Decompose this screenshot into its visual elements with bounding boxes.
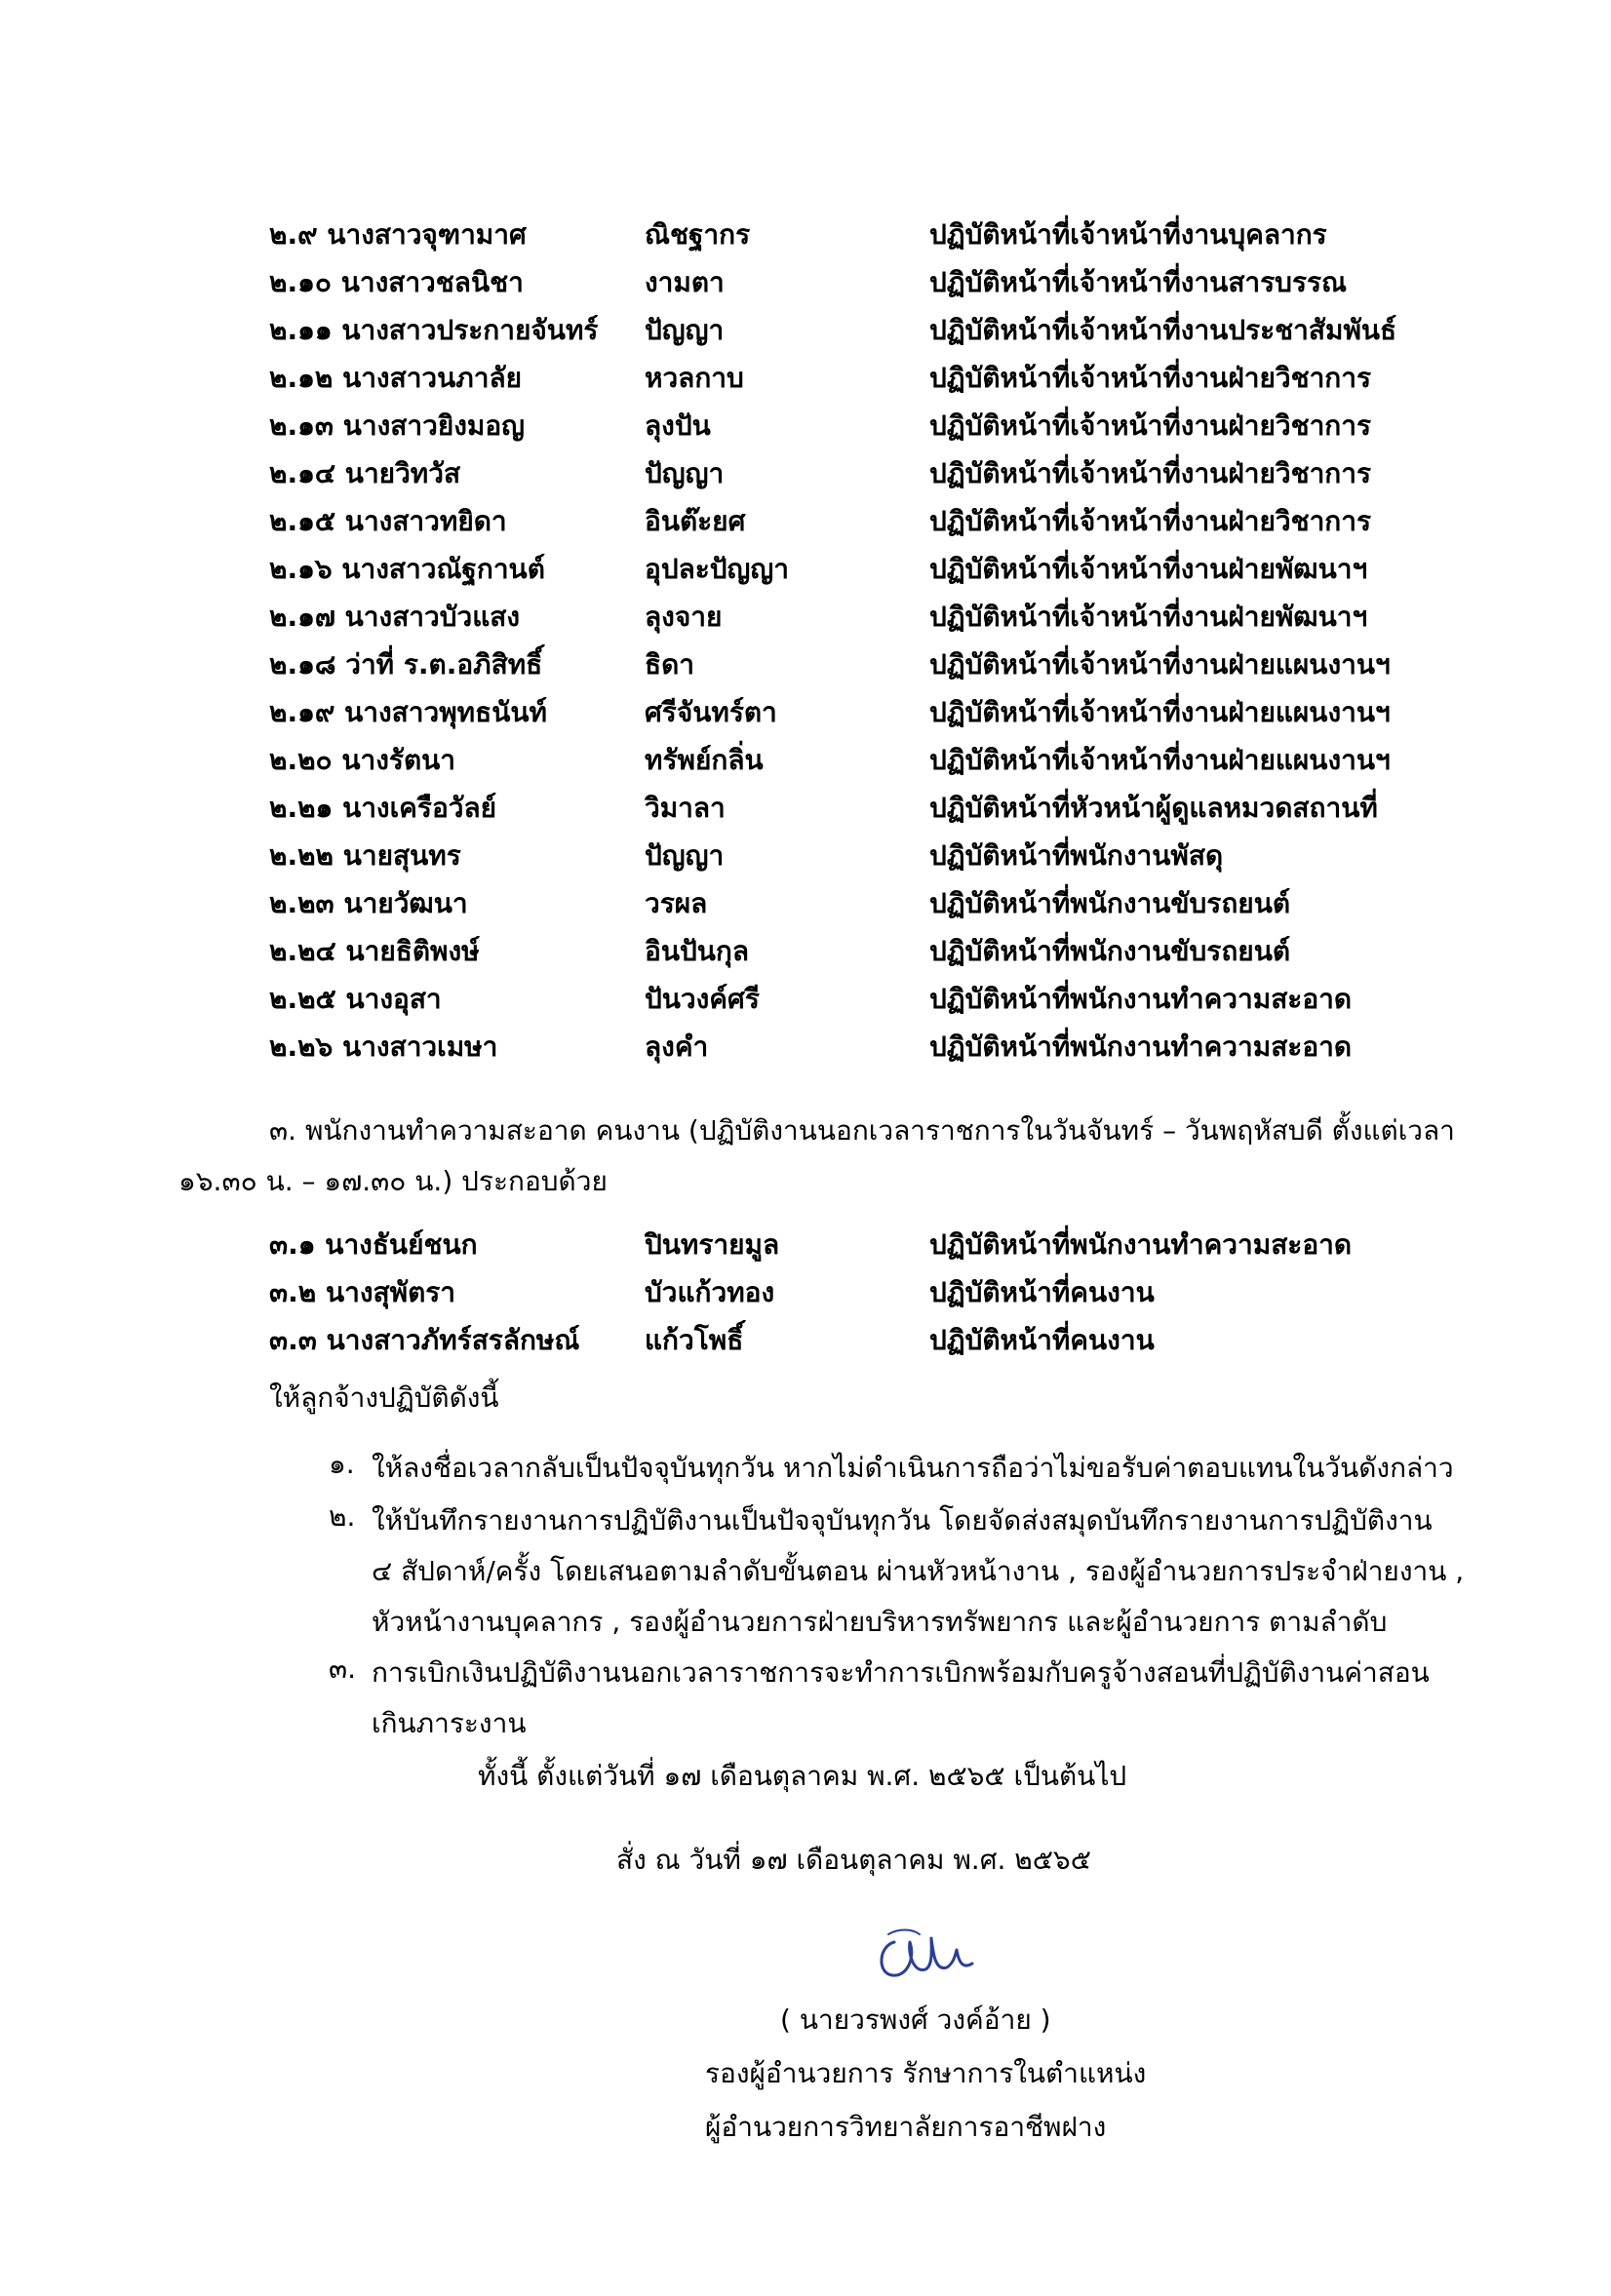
staff-given-name: ๒.๒๕ นางอุสา xyxy=(269,982,442,1015)
staff-surname: งามตา xyxy=(645,265,725,298)
staff-duty: ปฏิบัติหน้าที่หัวหน้าผู้ดูแลหมวดสถานที่ xyxy=(929,791,1378,824)
staff-list-section2 xyxy=(269,211,1478,1070)
staff-given-name: ๓.๑ นางธันย์ชนก xyxy=(269,1227,478,1261)
staff-row xyxy=(269,354,1478,402)
staff-given-name: ๒.๒๔ นายธิติพงษ์ xyxy=(269,934,480,967)
order-date: สั่ง ณ วันที่ ๑๗ เดือนตุลาคม พ.ศ. ๒๕๖๕ xyxy=(616,1844,1091,1876)
instruction-line: หัวหน้างานบุคลากร , รองผู้อำนวยการฝ่ายบริหารทรัพยากร และผู้อำนวยการ ตามลำดับ xyxy=(372,1606,1388,1638)
staff-given-name: ๒.๑๕ นางสาวทยิดา xyxy=(269,504,507,537)
staff-duty: ปฏิบัติหน้าที่พนักงานขับรถยนต์ xyxy=(929,886,1291,919)
instruction-line: ๔ สัปดาห์/ครั้ง โดยเสนอตามลำดับขั้นตอน ผ่านหัวหน้างาน , รองผู้อำนวยการประจำฝ่ายงาน , xyxy=(372,1555,1465,1587)
staff-surname: ปันวงค์ศรี xyxy=(645,982,760,1015)
staff-surname: วรผล xyxy=(645,886,708,919)
staff-duty: ปฏิบัติหน้าที่พนักงานทำความสะอาด xyxy=(929,982,1353,1015)
staff-row xyxy=(269,402,1478,449)
staff-duty: ปฏิบัติหน้าที่คนงาน xyxy=(929,1275,1155,1308)
staff-duty: ปฏิบัติหน้าที่เจ้าหน้าที่งานประชาสัมพันธ์ xyxy=(929,313,1397,346)
staff-duty: ปฏิบัติหน้าที่เจ้าหน้าที่งานฝ่ายแผนงานฯ xyxy=(929,695,1391,728)
staff-given-name: ๒.๒๐ นางรัตนา xyxy=(269,743,456,776)
staff-row xyxy=(269,927,1478,975)
instructions-title: ให้ลูกจ้างปฏิบัติดังนี้ xyxy=(269,1381,499,1414)
staff-row xyxy=(269,593,1478,641)
staff-surname: แก้วโพธิ์ xyxy=(645,1323,744,1356)
instruction-number: ๒. xyxy=(329,1500,356,1533)
staff-duty: ปฏิบัติหน้าที่เจ้าหน้าที่งานบุคลากร xyxy=(929,217,1327,251)
staff-row xyxy=(269,1221,1478,1268)
staff-row xyxy=(269,258,1478,306)
staff-surname: ลุงจาย xyxy=(645,600,723,633)
staff-surname: หวลกาบ xyxy=(645,361,744,394)
staff-duty: ปฏิบัติหน้าที่เจ้าหน้าที่งานสารบรรณ xyxy=(929,265,1347,298)
staff-row xyxy=(269,736,1478,784)
staff-given-name: ๒.๙ นางสาวจุฑามาศ xyxy=(269,217,527,251)
staff-row xyxy=(269,449,1478,497)
instruction-line: การเบิกเงินปฏิบัติงานนอกเวลาราชการจะทำการเบิกพร้อมกับครูจ้างสอนที่ปฏิบัติงานค่าสอน xyxy=(372,1656,1430,1689)
staff-surname: ลุงคำ xyxy=(645,1030,709,1063)
signature-mark xyxy=(873,1921,1000,1989)
staff-duty: ปฏิบัติหน้าที่พนักงานขับรถยนต์ xyxy=(929,934,1291,967)
staff-row xyxy=(269,306,1478,354)
instruction-number: ๓. xyxy=(329,1653,357,1685)
staff-row xyxy=(269,497,1478,545)
signer-title-line2: ผู้อำนวยการวิทยาลัยการอาชีพฝาง xyxy=(705,2111,1107,2143)
instruction-item-2 xyxy=(329,1496,1489,1648)
staff-surname: ณิชฐากร xyxy=(645,217,751,251)
staff-given-name: ๒.๒๓ นายวัฒนา xyxy=(269,886,468,919)
staff-given-name: ๒.๑๖ นางสาวณัฐกานต์ xyxy=(269,552,545,585)
staff-given-name: ๓.๒ นางสุพัตรา xyxy=(269,1275,456,1308)
staff-row xyxy=(269,832,1478,879)
staff-given-name: ๒.๑๗ นางสาวบัวแสง xyxy=(269,600,521,633)
staff-surname: ปัญญา xyxy=(645,313,725,346)
staff-duty: ปฏิบัติหน้าที่เจ้าหน้าที่งานฝ่ายวิชาการ xyxy=(929,409,1372,442)
staff-given-name: ๒.๑๔ นายวิทวัส xyxy=(269,456,461,489)
staff-surname: ทรัพย์กลิ่น xyxy=(645,743,764,776)
staff-duty: ปฏิบัติหน้าที่พนักงานพัสดุ xyxy=(929,838,1224,872)
staff-surname: ลุงปัน xyxy=(645,409,711,442)
staff-surname: ปัญญา xyxy=(645,838,725,872)
staff-duty: ปฏิบัติหน้าที่เจ้าหน้าที่งานฝ่ายวิชาการ xyxy=(929,361,1372,394)
staff-given-name: ๒.๒๒ นายสุนทร xyxy=(269,838,461,872)
staff-surname: อินปันกุล xyxy=(645,934,749,967)
staff-duty: ปฏิบัติหน้าที่เจ้าหน้าที่งานฝ่ายแผนงานฯ xyxy=(929,743,1391,776)
staff-list-section3 xyxy=(269,1221,1478,1364)
staff-row xyxy=(269,641,1478,688)
instruction-item-1 xyxy=(329,1443,1489,1494)
staff-surname: วิมาลา xyxy=(645,791,726,824)
staff-row xyxy=(269,784,1478,832)
section3-heading-line2: ๑๖.๓๐ น. – ๑๗.๓๐ น.) ประกอบด้วย xyxy=(178,1165,608,1197)
staff-surname: ธิดา xyxy=(645,647,694,681)
staff-surname: อินต๊ะยศ xyxy=(645,504,746,537)
staff-duty: ปฏิบัติหน้าที่พนักงานทำความสะอาด xyxy=(929,1030,1353,1063)
staff-row xyxy=(269,211,1478,258)
staff-surname: ปินทรายมูล xyxy=(645,1227,780,1261)
staff-row xyxy=(269,688,1478,736)
staff-row xyxy=(269,1023,1478,1070)
section3-heading-line1: ๓. พนักงานทำความสะอาด คนงาน (ปฏิบัติงานนอกเวลาราชการในวันจันทร์ – วันพฤหัสบดี ตั้งแต่เวลา xyxy=(269,1114,1455,1147)
staff-duty: ปฏิบัติหน้าที่คนงาน xyxy=(929,1323,1155,1356)
staff-given-name: ๒.๑๙ นางสาวพุทธนันท์ xyxy=(269,695,547,728)
staff-duty: ปฏิบัติหน้าที่เจ้าหน้าที่งานฝ่ายพัฒนาฯ xyxy=(929,600,1368,633)
staff-row xyxy=(269,545,1478,593)
instruction-line: เกินภาระงาน xyxy=(372,1707,527,1739)
staff-surname: อุปละปัญญา xyxy=(645,552,789,585)
staff-row xyxy=(269,975,1478,1023)
staff-given-name: ๒.๑๓ นางสาวยิงมอญ xyxy=(269,409,526,442)
staff-duty: ปฏิบัติหน้าที่เจ้าหน้าที่งานฝ่ายวิชาการ xyxy=(929,504,1372,537)
staff-duty: ปฏิบัติหน้าที่เจ้าหน้าที่งานฝ่ายพัฒนาฯ xyxy=(929,552,1368,585)
staff-row xyxy=(269,879,1478,927)
staff-surname: บัวแก้วทอง xyxy=(645,1275,775,1308)
staff-given-name: ๒.๒๖ นางสาวเมษา xyxy=(269,1030,498,1063)
staff-row xyxy=(269,1316,1478,1364)
staff-duty: ปฏิบัติหน้าที่เจ้าหน้าที่งานฝ่ายวิชาการ xyxy=(929,456,1372,489)
staff-duty: ปฏิบัติหน้าที่พนักงานทำความสะอาด xyxy=(929,1227,1353,1261)
signer-name: ( นายวรพงศ์ วงค์อ้าย ) xyxy=(780,2004,1051,2036)
staff-row xyxy=(269,1268,1478,1316)
staff-surname: ปัญญา xyxy=(645,456,725,489)
staff-given-name: ๒.๒๑ นางเครือวัลย์ xyxy=(269,791,497,824)
instruction-line: ให้ลงชื่อเวลากลับเป็นปัจจุบันทุกวัน หากไม่ดำเนินการถือว่าไม่ขอรับค่าตอบแทนในวันดังกล่าว xyxy=(372,1452,1454,1484)
signer-title-line1: รองผู้อำนวยการ รักษาการในตำแหน่ง xyxy=(705,2057,1147,2089)
staff-given-name: ๒.๑๘ ว่าที่ ร.ต.อภิสิทธิ์ xyxy=(269,647,543,681)
instruction-line: ให้บันทึกรายงานการปฏิบัติงานเป็นปัจจุบันทุกวัน โดยจัดส่งสมุดบันทึกรายงานการปฏิบัติงาน xyxy=(372,1504,1433,1537)
instruction-number: ๑. xyxy=(329,1448,355,1480)
effective-date: ทั้งนี้ ตั้งแต่วันที่ ๑๗ เดือนตุลาคม พ.ศ. ๒๕๖๕ เป็นต้นไป xyxy=(478,1760,1127,1792)
staff-surname: ศรีจันทร์ตา xyxy=(645,695,777,728)
staff-duty: ปฏิบัติหน้าที่เจ้าหน้าที่งานฝ่ายแผนงานฯ xyxy=(929,647,1391,681)
instruction-item-3 xyxy=(329,1648,1489,1749)
staff-given-name: ๒.๑๐ นางสาวชลนิชา xyxy=(269,265,524,298)
staff-given-name: ๓.๓ นางสาวภัทร์สรลักษณ์ xyxy=(269,1323,580,1356)
staff-given-name: ๒.๑๑ นางสาวประกายจันทร์ xyxy=(269,313,599,346)
staff-given-name: ๒.๑๒ นางสาวนภาลัย xyxy=(269,361,523,394)
